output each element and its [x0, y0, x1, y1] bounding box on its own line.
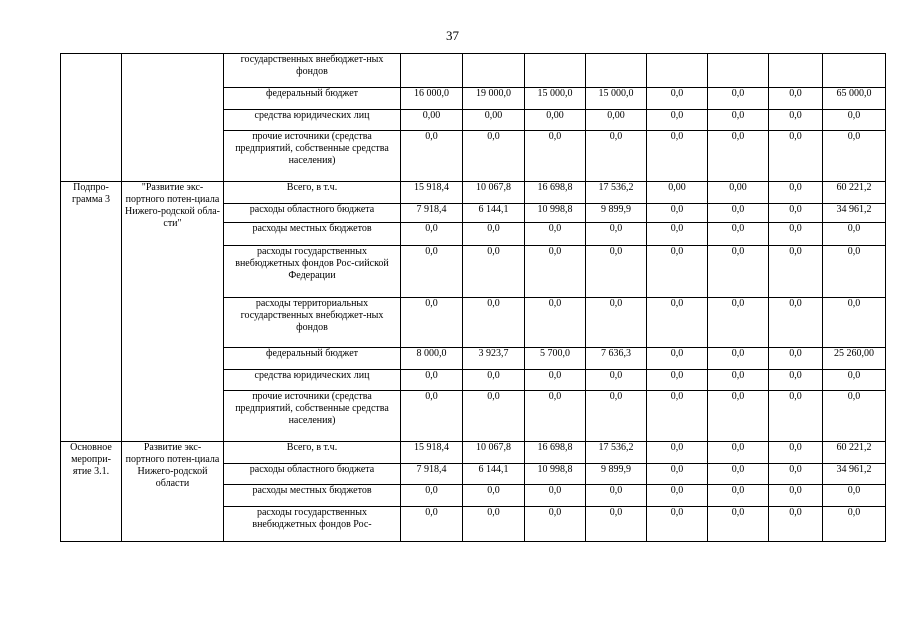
- value-cell: 0,00: [708, 182, 769, 204]
- value-cell: 0,00: [586, 110, 647, 131]
- funding-source-cell: расходы государственных внебюджетных фондов Рос-сийской Федерации: [224, 246, 401, 298]
- value-cell: 0,0: [647, 464, 708, 485]
- value-cell: 0,0: [401, 246, 463, 298]
- funding-source-cell: федеральный бюджет: [224, 88, 401, 110]
- total-cell: 0,0: [823, 131, 886, 182]
- funding-source-cell: средства юридических лиц: [224, 370, 401, 391]
- value-cell: 0,0: [586, 370, 647, 391]
- table-row: [61, 182, 886, 204]
- subprogram-title-cell: "Развитие экс-портного потен-циала Нижего-родской обла-сти": [122, 182, 224, 442]
- value-cell: 0,00: [401, 110, 463, 131]
- value-cell: 0,0: [463, 391, 525, 442]
- value-cell: 10 998,8: [525, 204, 586, 223]
- funding-source-cell: Всего, в т.ч.: [224, 442, 401, 464]
- value-cell: 0,0: [647, 110, 708, 131]
- value-cell: 0,0: [769, 204, 823, 223]
- value-cell: [769, 54, 823, 88]
- value-cell: 0,0: [708, 246, 769, 298]
- value-cell: 0,0: [586, 507, 647, 542]
- value-cell: 7 636,3: [586, 348, 647, 370]
- program-code-cell: [61, 54, 122, 182]
- funding-source-cell: расходы государственных внебюджетных фондов Рос-: [224, 507, 401, 542]
- value-cell: 0,0: [647, 485, 708, 507]
- value-cell: 0,0: [463, 485, 525, 507]
- value-cell: 0,0: [769, 348, 823, 370]
- total-cell: 0,0: [823, 370, 886, 391]
- value-cell: 0,0: [708, 442, 769, 464]
- total-cell: 0,0: [823, 246, 886, 298]
- funding-source-cell: Всего, в т.ч.: [224, 182, 401, 204]
- total-cell: 60 221,2: [823, 442, 886, 464]
- total-cell: 34 961,2: [823, 464, 886, 485]
- value-cell: [463, 54, 525, 88]
- value-cell: 0,0: [463, 298, 525, 348]
- value-cell: 0,0: [708, 348, 769, 370]
- value-cell: 10 998,8: [525, 464, 586, 485]
- funding-source-cell: расходы областного бюджета: [224, 464, 401, 485]
- value-cell: 0,0: [647, 131, 708, 182]
- value-cell: 0,00: [525, 110, 586, 131]
- value-cell: 0,0: [708, 464, 769, 485]
- funding-source-cell: прочие источники (средства предприятий, собственные средства населения): [224, 391, 401, 442]
- value-cell: 0,0: [586, 131, 647, 182]
- value-cell: 5 700,0: [525, 348, 586, 370]
- value-cell: [401, 54, 463, 88]
- value-cell: 0,0: [708, 88, 769, 110]
- value-cell: 0,0: [525, 485, 586, 507]
- funding-source-cell: федеральный бюджет: [224, 348, 401, 370]
- funding-source-cell: расходы местных бюджетов: [224, 485, 401, 507]
- value-cell: 0,0: [525, 246, 586, 298]
- value-cell: 0,0: [525, 391, 586, 442]
- value-cell: 0,00: [647, 182, 708, 204]
- activity-code-cell: Основное меропри-ятие 3.1.: [61, 442, 122, 542]
- value-cell: 0,0: [647, 298, 708, 348]
- value-cell: 0,0: [647, 507, 708, 542]
- value-cell: 0,0: [525, 223, 586, 246]
- value-cell: 0,0: [463, 131, 525, 182]
- value-cell: 10 067,8: [463, 442, 525, 464]
- value-cell: 0,0: [769, 485, 823, 507]
- total-cell: 0,0: [823, 298, 886, 348]
- table-row: [61, 54, 886, 88]
- value-cell: 0,0: [769, 370, 823, 391]
- value-cell: 19 000,0: [463, 88, 525, 110]
- budget-table: [60, 53, 886, 542]
- value-cell: 0,0: [586, 298, 647, 348]
- value-cell: 0,0: [401, 298, 463, 348]
- value-cell: 15 000,0: [525, 88, 586, 110]
- value-cell: 0,0: [525, 298, 586, 348]
- value-cell: 0,0: [708, 223, 769, 246]
- value-cell: 0,0: [463, 223, 525, 246]
- value-cell: 17 536,2: [586, 442, 647, 464]
- value-cell: 0,0: [769, 464, 823, 485]
- value-cell: 15 918,4: [401, 442, 463, 464]
- value-cell: [586, 54, 647, 88]
- value-cell: 10 067,8: [463, 182, 525, 204]
- value-cell: 0,0: [463, 507, 525, 542]
- funding-source-cell: расходы территориальных государственных внебюджет-ных фондов: [224, 298, 401, 348]
- value-cell: 0,0: [586, 485, 647, 507]
- value-cell: 0,0: [769, 223, 823, 246]
- value-cell: 0,0: [708, 204, 769, 223]
- value-cell: 0,0: [769, 246, 823, 298]
- value-cell: [708, 54, 769, 88]
- total-cell: 65 000,0: [823, 88, 886, 110]
- value-cell: 6 144,1: [463, 464, 525, 485]
- value-cell: 0,0: [647, 204, 708, 223]
- value-cell: 0,0: [708, 391, 769, 442]
- value-cell: 0,0: [586, 246, 647, 298]
- value-cell: 0,0: [769, 88, 823, 110]
- value-cell: 0,0: [769, 131, 823, 182]
- value-cell: 0,0: [769, 391, 823, 442]
- total-cell: [823, 54, 886, 88]
- value-cell: 7 918,4: [401, 204, 463, 223]
- value-cell: 15 000,0: [586, 88, 647, 110]
- value-cell: 0,0: [401, 485, 463, 507]
- value-cell: 6 144,1: [463, 204, 525, 223]
- value-cell: 0,0: [401, 391, 463, 442]
- value-cell: 0,0: [708, 507, 769, 542]
- value-cell: 3 923,7: [463, 348, 525, 370]
- value-cell: 9 899,9: [586, 204, 647, 223]
- total-cell: 34 961,2: [823, 204, 886, 223]
- value-cell: 0,0: [647, 223, 708, 246]
- value-cell: 0,0: [708, 370, 769, 391]
- value-cell: 0,0: [586, 223, 647, 246]
- value-cell: [525, 54, 586, 88]
- value-cell: 0,0: [647, 348, 708, 370]
- value-cell: 0,0: [401, 370, 463, 391]
- table-row: [61, 442, 886, 464]
- value-cell: 0,0: [708, 298, 769, 348]
- value-cell: 0,0: [647, 246, 708, 298]
- program-title-cell: [122, 54, 224, 182]
- value-cell: 16 698,8: [525, 442, 586, 464]
- value-cell: 0,0: [769, 182, 823, 204]
- value-cell: 16 000,0: [401, 88, 463, 110]
- value-cell: 0,0: [769, 442, 823, 464]
- total-cell: 60 221,2: [823, 182, 886, 204]
- value-cell: 9 899,9: [586, 464, 647, 485]
- total-cell: 0,0: [823, 391, 886, 442]
- value-cell: 0,0: [769, 507, 823, 542]
- activity-title-cell: Развитие экс-портного потен-циала Нижего-родской области: [122, 442, 224, 542]
- value-cell: 0,0: [708, 131, 769, 182]
- value-cell: 0,0: [769, 298, 823, 348]
- value-cell: 0,0: [401, 507, 463, 542]
- total-cell: 0,0: [823, 223, 886, 246]
- value-cell: 0,00: [463, 110, 525, 131]
- value-cell: 0,0: [647, 391, 708, 442]
- value-cell: 0,0: [525, 370, 586, 391]
- value-cell: 0,0: [586, 391, 647, 442]
- value-cell: 15 918,4: [401, 182, 463, 204]
- total-cell: 0,0: [823, 485, 886, 507]
- funding-source-cell: государственных внебюджет-ных фондов: [224, 54, 401, 88]
- value-cell: 0,0: [647, 88, 708, 110]
- total-cell: 25 260,00: [823, 348, 886, 370]
- funding-source-cell: расходы местных бюджетов: [224, 223, 401, 246]
- value-cell: 16 698,8: [525, 182, 586, 204]
- value-cell: 7 918,4: [401, 464, 463, 485]
- value-cell: 0,0: [647, 442, 708, 464]
- total-cell: 0,0: [823, 507, 886, 542]
- value-cell: 0,0: [708, 110, 769, 131]
- value-cell: 0,0: [401, 223, 463, 246]
- value-cell: 0,0: [647, 370, 708, 391]
- value-cell: 8 000,0: [401, 348, 463, 370]
- subprogram-code-cell: Подпро-грамма 3: [61, 182, 122, 442]
- value-cell: [647, 54, 708, 88]
- funding-source-cell: прочие источники (средства предприятий, собственные средства населения): [224, 131, 401, 182]
- value-cell: 0,0: [463, 370, 525, 391]
- value-cell: 0,0: [769, 110, 823, 131]
- value-cell: 0,0: [401, 131, 463, 182]
- page-number: 37: [446, 28, 459, 43]
- value-cell: 0,0: [525, 507, 586, 542]
- value-cell: 0,0: [463, 246, 525, 298]
- value-cell: 0,0: [525, 131, 586, 182]
- value-cell: 17 536,2: [586, 182, 647, 204]
- value-cell: 0,0: [708, 485, 769, 507]
- funding-source-cell: расходы областного бюджета: [224, 204, 401, 223]
- total-cell: 0,0: [823, 110, 886, 131]
- funding-source-cell: средства юридических лиц: [224, 110, 401, 131]
